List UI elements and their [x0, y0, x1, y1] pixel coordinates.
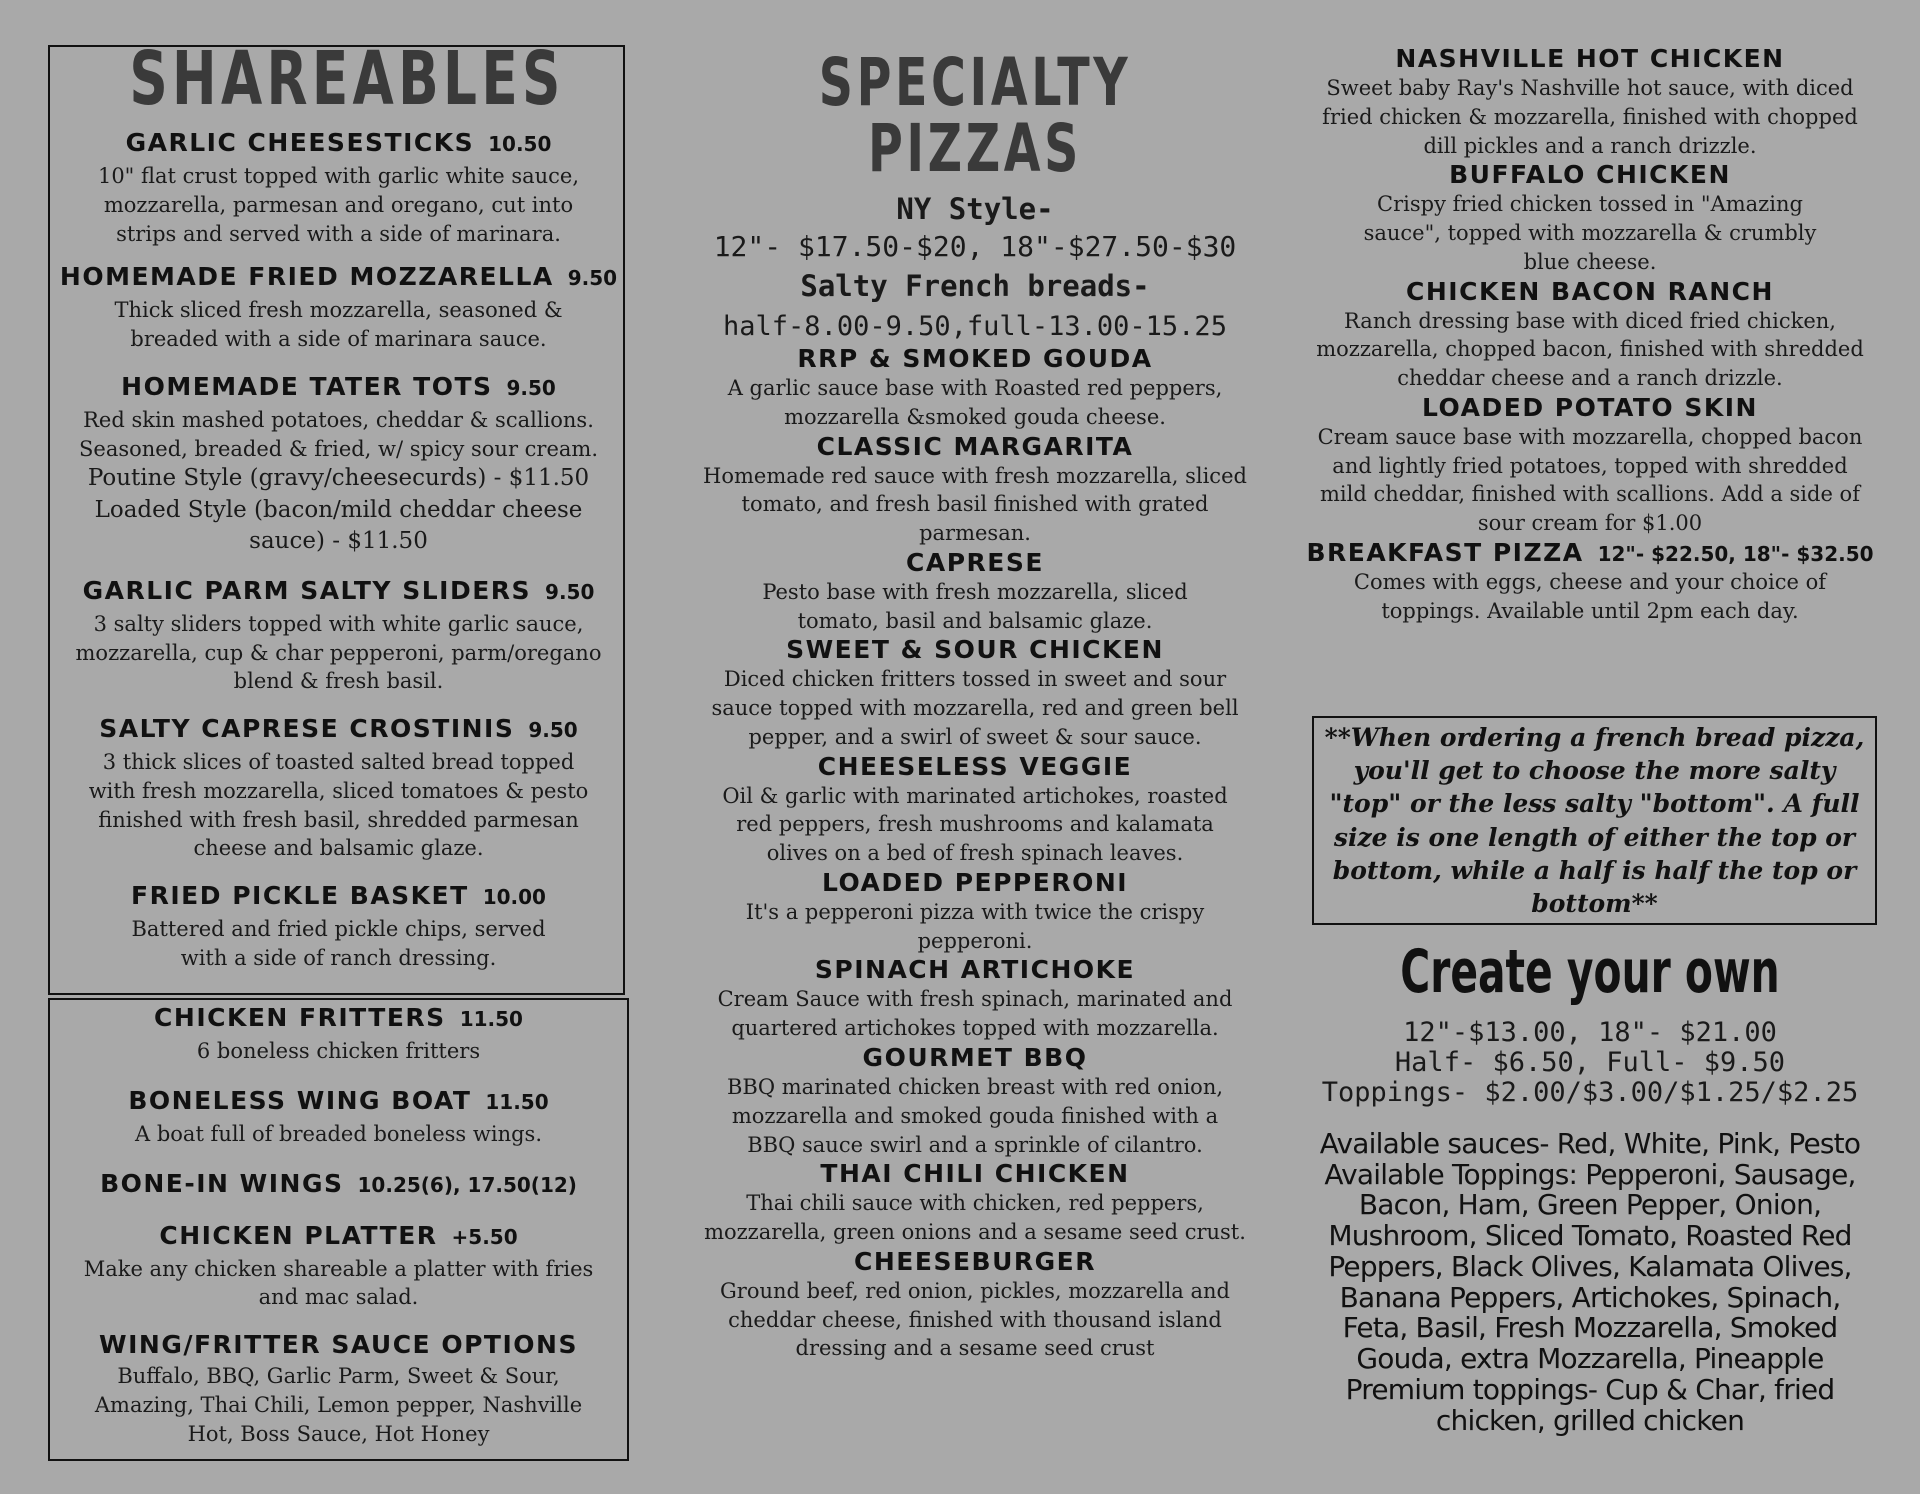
item-name: FRIED PICKLE BASKET — [131, 881, 469, 911]
item-name: CLASSIC MARGARITA — [816, 431, 1134, 461]
item-price: 9.50 — [528, 718, 578, 743]
item-name: BONELESS WING BOAT — [128, 1085, 472, 1115]
item-description: Red skin mashed potatoes, cheddar & scallions. Seasoned, breaded & fried, w/ spicy sour cream. — [79, 407, 598, 461]
item-description: A boat full of breaded boneless wings. — [135, 1121, 542, 1146]
menu-item — [48, 1221, 629, 1313]
item-description: Ranch dressing base with diced fried chicken, mozzarella, chopped bacon, finished with shredded cheddar cheese and a ranch drizzle. — [1316, 308, 1864, 391]
item-name: CHEESEBURGER — [854, 1246, 1096, 1276]
item-description: A garlic sauce base with Roasted red peppers, mozzarella &smoked gouda cheese. — [727, 376, 1223, 429]
item-name: CAPRESE — [906, 547, 1044, 577]
item-name: WING/FRITTER SAUCE OPTIONS — [99, 1330, 578, 1360]
cyo-bread-prices: Half- $6.50, Full- $9.50 — [1394, 1047, 1786, 1079]
item-price: 9.50 — [506, 375, 556, 400]
menu-item — [48, 372, 629, 558]
item-name: THAI CHILI CHICKEN — [820, 1159, 1130, 1189]
item-name: LOADED PEPPERONI — [821, 867, 1129, 897]
item-price: +5.50 — [451, 1224, 518, 1249]
item-name: LOADED POTATO SKIN — [1422, 392, 1758, 422]
item-price: 11.50 — [459, 1007, 523, 1031]
item-name: BUFFALO CHICKEN — [1449, 160, 1731, 190]
item-price: 9.50 — [567, 266, 618, 291]
item-description: Make any chicken shareable a platter with fries and mac salad. — [83, 1256, 594, 1310]
menu-item — [690, 955, 1260, 1043]
item-price: 10.25(6), 17.50(12) — [357, 1172, 577, 1197]
item-name: GOURMET BBQ — [862, 1043, 1088, 1073]
item-description: Thai chili sauce with chicken, red peppers, mozzarella, green onions and a sesame seed crust. — [704, 1191, 1246, 1245]
item-description: 10" flat crust topped with garlic white sauce, mozzarella, parmesan and oregano, cut into strips and served with a side of marinara. — [97, 164, 580, 246]
available-sauces: Available sauces- Red, White, Pink, Pesto — [1319, 1126, 1861, 1160]
menu-item — [690, 635, 1260, 751]
menu-item — [690, 1043, 1260, 1159]
item-description: 3 thick slices of toasted salted bread topped with fresh mozzarella, sliced tomatoes & pesto finished with fresh basil, shredded parmesan cheese and balsamic glaze. — [88, 750, 589, 861]
specialty-title: SPECIALTY PIZZAS — [818, 44, 1132, 187]
menu-item — [1305, 160, 1875, 276]
french-bread-note — [1312, 716, 1877, 925]
create-your-own-title: Create your own — [1400, 937, 1780, 1007]
menu-item — [690, 344, 1260, 432]
item-name: GARLIC CHEESESTICKS — [125, 128, 475, 157]
item-name: SALTY CAPRESE CROSTINIS — [99, 714, 515, 744]
item-name: CHICKEN BACON RANCH — [1406, 276, 1774, 306]
right-column — [1305, 0, 1875, 625]
item-description: Cream Sauce with fresh spinach, marinated and quartered artichokes topped with mozzarella. — [717, 987, 1233, 1041]
cyo-size-prices: 12"-$13.00, 18"- $21.00 — [1403, 1017, 1777, 1048]
item-description: Pesto base with fresh mozzarella, sliced tomato, basil and balsamic glaze. — [762, 579, 1188, 633]
item-name: SWEET & SOUR CHICKEN — [786, 635, 1164, 665]
menu-item — [48, 881, 629, 973]
item-description: Diced chicken fritters tossed in sweet and sour sauce topped with mozzarella, red and green bell pepper, and a swirl of sweet & sour sauce. — [711, 667, 1239, 749]
item-option: Poutine Style (gravy/cheesecurds) - $11.50 — [87, 465, 590, 492]
item-name: HOMEMADE FRIED MOZZARELLA — [59, 262, 554, 292]
item-name: NASHVILLE HOT CHICKEN — [1395, 44, 1785, 73]
item-description: Battered and fried pickle chips, served with a side of ranch dressing. — [131, 917, 546, 970]
item-description: Buffalo, BBQ, Garlic Parm, Sweet & Sour, Amazing, Thai Chili, Lemon pepper, Nashville Hot, Boss Sauce, Hot Honey — [94, 1364, 583, 1446]
menu-item — [690, 1159, 1260, 1247]
menu-item — [48, 1003, 629, 1066]
shareables-column — [48, 0, 629, 1446]
menu-item — [48, 262, 629, 354]
ny-style-prices: 12"- $17.50-$20, 18"-$27.50-$30 — [713, 230, 1237, 263]
menu-item — [1305, 44, 1875, 160]
menu-item — [690, 868, 1260, 956]
item-description: Cream sauce base with mozzarella, chopped bacon and lightly fried potatoes, topped with shredded mild cheddar, finished with scallions. Add a side of sour cream for $1.00 — [1317, 424, 1863, 536]
item-name: SPINACH ARTICHOKE — [814, 955, 1136, 985]
item-description: 3 salty sliders topped with white garlic sauce, mozzarella, cup & char pepperoni, parm/oregano blend & fresh basil. — [75, 611, 602, 694]
menu-item — [48, 1086, 629, 1149]
pizza-list — [690, 344, 1260, 1363]
menu-item — [1305, 538, 1875, 626]
item-description: Thick sliced fresh mozzarella, seasoned & breaded with a side of marinara sauce. — [114, 298, 563, 352]
item-description: Oil & garlic with marinated artichokes, roasted red peppers, fresh mushrooms and kalamata olives on a bed of fresh spinach leaves. — [722, 783, 1228, 866]
cyo-topping-prices: Toppings- $2.00/$3.00/$1.25/$2.25 — [1321, 1077, 1859, 1109]
menu-item — [690, 1247, 1260, 1363]
menu-item — [48, 1330, 629, 1448]
available-toppings: Available Toppings: Pepperoni, Sausage, Bacon, Ham, Green Pepper, Onion, Mushroom, Sliced Tomato, Roasted Red Peppers, Black Olives, Kalamata Olives, Banana Peppers, Artichokes, Spinach, Feta, Basil, Fresh Mozzarella, Smoked Gouda, extra Mozzarella, Pineapple — [1324, 1157, 1856, 1376]
item-description: Crispy fried chicken tossed in "Amazing sauce", topped with mozzarella & crumbly blue cheese. — [1363, 192, 1817, 274]
menu-item — [48, 576, 629, 696]
menu-item — [690, 548, 1260, 636]
item-name: GARLIC PARM SALTY SLIDERS — [82, 575, 532, 605]
item-description: BBQ marinated chicken breast with red onion, mozzarella and smoked gouda finished with a BBQ sauce swirl and a sprinkle of cilantro. — [726, 1075, 1224, 1157]
item-description: Comes with eggs, cheese and your choice of toppings. Available until 2pm each day. — [1353, 569, 1827, 623]
ny-style-label: NY Style- — [896, 192, 1054, 226]
item-description: It's a pepperoni pizza with twice the crispy pepperoni. — [745, 899, 1205, 953]
item-name: CHEESELESS VEGGIE — [817, 751, 1133, 781]
premium-toppings: Premium toppings- Cup & Char, fried chicken, grilled chicken — [1345, 1373, 1835, 1437]
item-description: 6 boneless chicken fritters — [196, 1039, 481, 1063]
menu-item — [690, 752, 1260, 868]
menu-item — [48, 128, 629, 248]
item-price: 12"- $22.50, 18"- $32.50 — [1597, 541, 1874, 566]
french-bread-label: Salty French breads- — [800, 269, 1150, 303]
menu-item — [1305, 277, 1875, 393]
item-price: 10.50 — [488, 132, 552, 156]
create-your-own-section — [1305, 937, 1875, 1437]
item-name: BONE-IN WINGS — [100, 1168, 344, 1198]
item-name: CHICKEN PLATTER — [159, 1220, 438, 1250]
item-price: 9.50 — [545, 579, 595, 604]
item-option: Loaded Style (bacon/mild cheddar cheese sauce) - $11.50 — [94, 496, 583, 555]
item-name: HOMEMADE TATER TOTS — [121, 371, 493, 401]
shareables-title: SHAREABLES — [129, 36, 565, 122]
item-description: Homemade red sauce with fresh mozzarella, sliced tomato, and fresh basil finished with grated parmesan. — [703, 463, 1247, 546]
item-name: RRP & SMOKED GOUDA — [797, 344, 1153, 373]
menu-item — [1305, 393, 1875, 538]
item-description: Ground beef, red onion, pickles, mozzarella and cheddar cheese, finished with thousand island dressing and a sesame seed crust — [720, 1278, 1230, 1361]
specialty-column — [690, 0, 1260, 1363]
chicken-section — [48, 1003, 629, 1448]
menu-item — [48, 714, 629, 863]
note-text: **When ordering a french bread pizza, you'll get to choose the more salty "top" or the less salty "bottom". A full size is one length of either the top or bottom, while a half is half the top or bottom** — [1324, 722, 1865, 918]
item-price: 11.50 — [485, 1089, 549, 1114]
item-name: CHICKEN FRITTERS — [154, 1003, 446, 1032]
menu-item — [48, 1169, 629, 1199]
item-name: BREAKFAST PIZZA — [1306, 537, 1584, 567]
menu-item — [690, 432, 1260, 548]
item-description: Sweet baby Ray's Nashville hot sauce, with diced fried chicken & mozzarella, finished with chopped dill pickles and a ranch drizzle. — [1322, 76, 1858, 158]
item-price: 10.00 — [482, 885, 546, 910]
french-bread-prices: half-8.00-9.50,full-13.00-15.25 — [723, 311, 1227, 342]
